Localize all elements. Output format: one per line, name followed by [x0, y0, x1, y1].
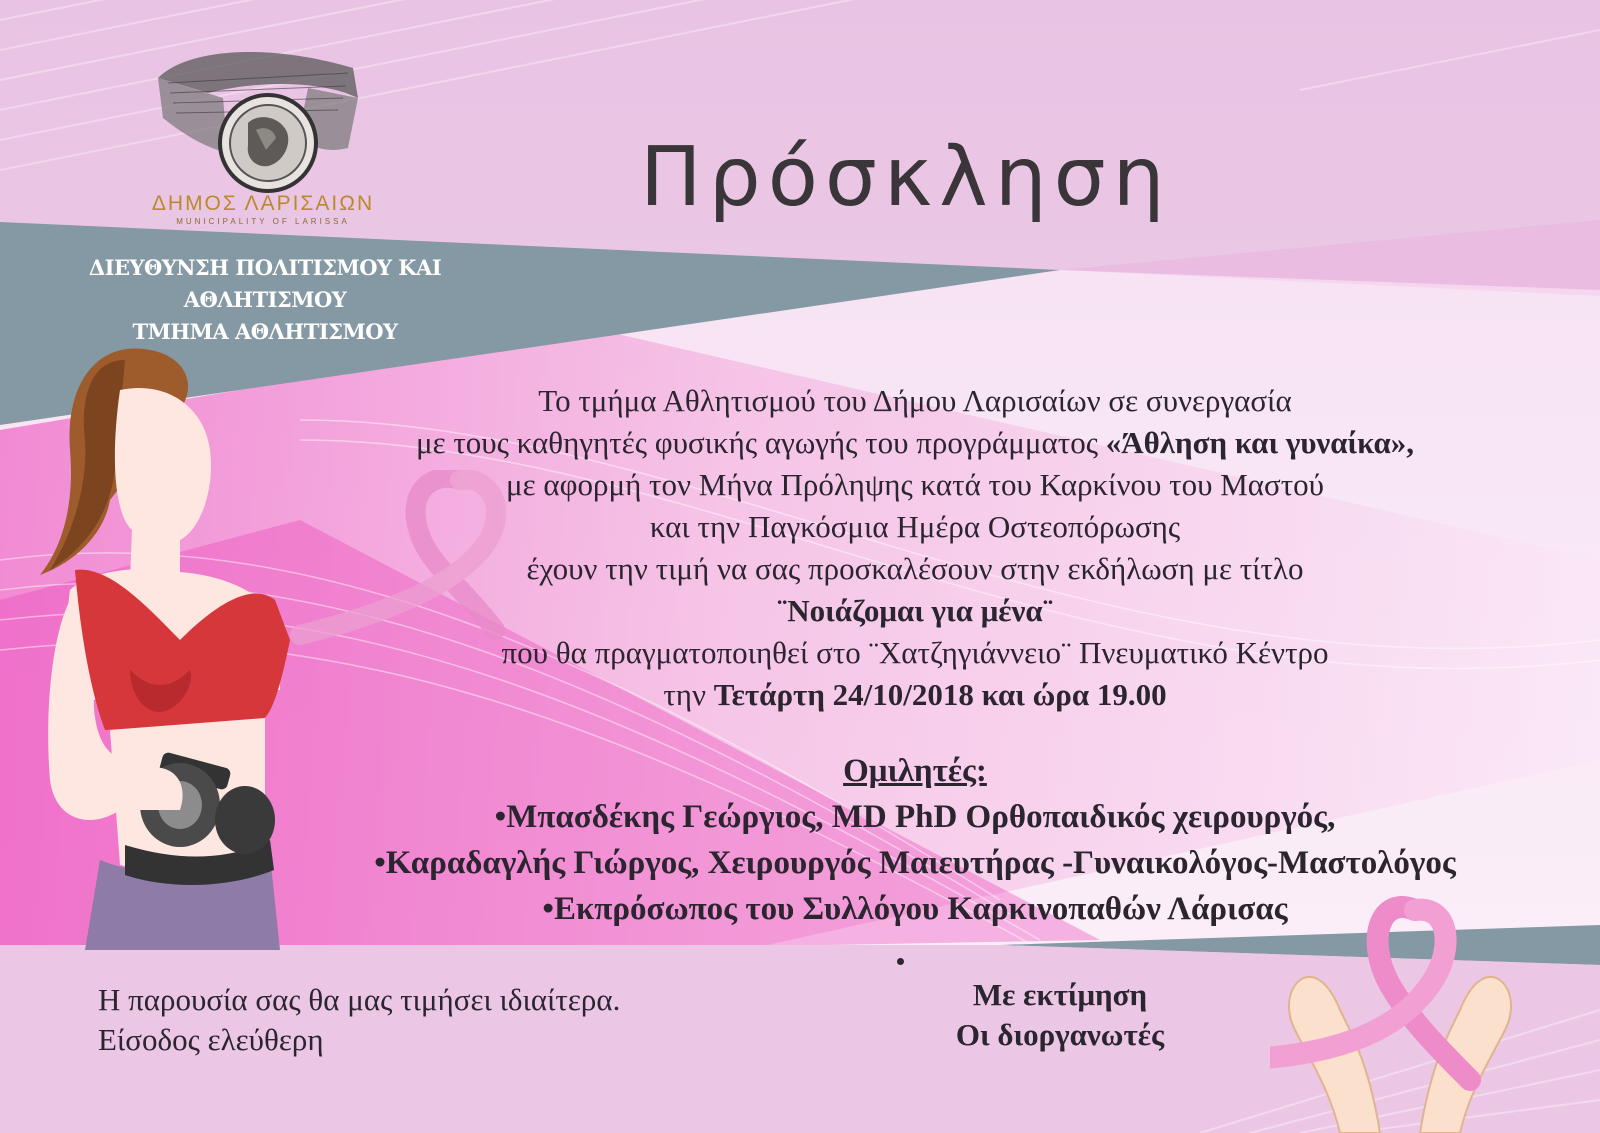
hands-ribbon-icon: [1270, 890, 1530, 1133]
invitation-line2-prefix: με τους καθηγητές φυσικής αγωγής του προγράμματος: [415, 425, 1106, 460]
invitation-line8: [270, 674, 1560, 716]
bullet-dot: [897, 958, 904, 965]
event-title: ¨Νοιάζομαι για μένα¨: [776, 593, 1054, 628]
footer-right-line1: Με εκτίμηση: [972, 977, 1148, 1012]
invitation-line4: και την Παγκόσμια Ημέρα Οστεοπόρωσης: [649, 509, 1181, 544]
speaker-item: •Καραδαγλής Γιώργος, Χειρουργός Μαιευτήρας -Γυναικολόγος-Μαστολόγος: [374, 845, 1456, 881]
invitation-line5: έχουν την τιμή να σας προσκαλέσουν στην εκδήλωση με τίτλο: [526, 551, 1304, 586]
logo-subtitle: MUNICIPALITY OF LARISSA: [176, 217, 350, 226]
department-line2: ΤΜΗΜΑ ΑΘΛΗΤΙΣΜΟΥ: [132, 319, 398, 344]
invitation-line2: [270, 422, 1560, 464]
speakers-heading: Ομιλητές:: [843, 753, 987, 789]
department-block: [30, 252, 500, 348]
invitation-line3: με αφορμή τον Μήνα Πρόληψης κατά του Καρκίνου του Μαστού: [505, 467, 1325, 502]
footer-right: [900, 975, 1220, 1055]
speaker-item: •Εκπρόσωπος του Συλλόγου Καρκινοπαθών Λάρισας: [542, 891, 1288, 927]
logo-name: ΔΗΜΟΣ ΛΑΡΙΣΑΙΩΝ: [151, 192, 375, 215]
footer-left-line2: Είσοδος ελεύθερη: [98, 1022, 324, 1057]
footer-left: [98, 980, 620, 1060]
speaker-item: •Μπασδέκης Γεώργιος, MD PhD Ορθοπαιδικός χειρουργός,: [494, 799, 1336, 835]
invitation-line8-prefix: την: [663, 677, 714, 712]
invitation-line1: Το τμήμα Αθλητισμού του Δήμου Λαρισαίων σε συνεργασία: [538, 383, 1292, 418]
invitation-text: [270, 380, 1560, 716]
page-title: Πρόσκληση: [640, 130, 1172, 225]
invitation-line7: που θα πραγματοποιηθεί στο ¨Χατζηγιάννειο¨ Πνευματικό Κέντρο: [501, 635, 1329, 670]
footer-right-line2: Οι διοργανωτές: [955, 1017, 1165, 1052]
footer-left-line1: Η παρουσία σας θα μας τιμήσει ιδιαίτερα.: [98, 982, 621, 1017]
department-line1: ΔΙΕΥΘΥΝΣΗ ΠΟΛΙΤΙΣΜΟΥ ΚΑΙ ΑΘΛΗΤΙΣΜΟΥ: [88, 255, 442, 312]
program-name: «Άθληση και γυναίκα»,: [1105, 425, 1415, 460]
event-datetime: Τετάρτη 24/10/2018 και ώρα 19.00: [713, 677, 1167, 712]
